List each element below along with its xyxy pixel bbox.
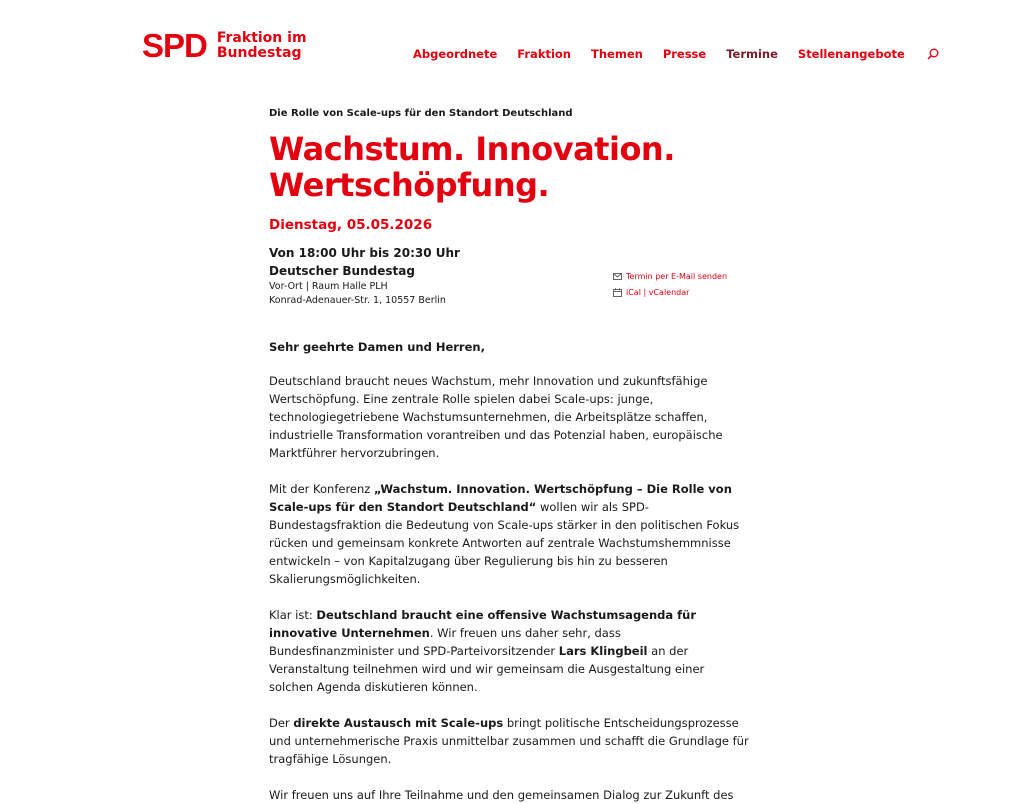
calendar-icon [613, 288, 622, 297]
event-title-line-2: Wertschöpfung. [269, 166, 550, 204]
event-kicker: Die Rolle von Scale-ups für den Standort Deutschland [269, 108, 573, 119]
event-venue: Deutscher Bundestag [269, 264, 415, 278]
p3-bold-name: Lars Klingbeil [558, 644, 648, 658]
p2-text-c: wollen wir als SPD-Bundestagsfraktion die Bedeutung von Scale-ups stärker in den politischen Fokus rücken und gemeinsam konkrete Antworten auf zentrale Wachstumshemmnisse entwickeln – von Kapitalzugang über Regulierung bis hin zu besseren Skalierungsmöglichkeiten. [269, 500, 740, 586]
logo-line-1: Fraktion im [216, 30, 307, 46]
nav-item-fraktion[interactable]: Fraktion [517, 47, 571, 61]
nav-item-themen[interactable]: Themen [591, 47, 643, 61]
p2-conference-name: „Wachstum. Innovation. Wertschöpfung – Die Rolle von Scale-ups für den Standort Deutschland“ [269, 482, 732, 514]
event-details [269, 245, 749, 308]
nav-item-stellenangebote[interactable]: Stellenangebote [797, 47, 905, 61]
nav-item-abgeordnete[interactable]: Abgeordnete [413, 47, 498, 61]
event-title-line-1: Wachstum. Innovation. [269, 130, 675, 168]
email-event-label: Termin per E-Mail senden [626, 272, 728, 281]
calendar-links [613, 272, 733, 304]
main-nav [413, 47, 939, 61]
p3-bold-agenda: Deutschland braucht eine offensive Wachstumsagenda für innovative Unternehmen [269, 608, 697, 640]
p3-text-c: . Wir freuen uns daher sehr, dass Bundesfinanzminister und SPD-Parteivorsitzender [269, 626, 621, 658]
paragraph-2 [269, 480, 749, 588]
event-title [269, 131, 749, 203]
p4-text-c: bringt politische Entscheidungsprozesse und unternehmerische Praxis unmittelbar zusammen und schafft die Grundlage für tragfähige Lösungen. [269, 716, 749, 766]
event-time: Von 18:00 Uhr bis 20:30 Uhr [269, 246, 460, 260]
p3-text-e: an der Veranstaltung teilnehmen wird und wir gemeinsam die Ausgestaltung einer solchen Agenda diskutieren können. [269, 644, 705, 694]
p3-text-a: Klar ist: [269, 608, 317, 622]
logo-mark: SPD [142, 27, 207, 64]
event-date: Dienstag, 05.05.2026 [269, 217, 433, 233]
ical-label: iCal | vCalendar [626, 288, 690, 297]
email-event-link[interactable] [613, 272, 733, 282]
event-content [269, 108, 749, 804]
envelope-icon [613, 272, 622, 281]
p2-text-a: Mit der Konferenz [269, 482, 374, 496]
logo-link[interactable] [142, 27, 307, 64]
logo-line-2: Bundestag [216, 45, 302, 61]
event-room: Vor-Ort | Raum Halle PLH [269, 281, 388, 292]
search-icon [927, 48, 939, 60]
paragraph-1: Deutschland braucht neues Wachstum, mehr Innovation und zukunftsfähige Wertschöpfung. Eine zentrale Rolle spielen dabei Scale-ups: junge, technologiegetriebene Wachstumsunternehmen, die Arbeitsplätze schaffen, industrielle Transformation vorantreiben und das Potenzial haben, europäische Marktführer hervorzubringen. [269, 374, 723, 460]
nav-item-termine[interactable]: Termine [726, 47, 778, 61]
ical-link[interactable] [613, 288, 733, 298]
p4-bold-exchange: direkte Austausch mit Scale-ups [293, 716, 504, 730]
search-button[interactable] [927, 48, 939, 60]
event-address: Konrad-Adenauer-Str. 1, 10557 Berlin [269, 295, 446, 306]
logo-text [217, 31, 307, 61]
paragraph-5: Wir freuen uns auf Ihre Teilnahme und den gemeinsamen Dialog zur Zukunft des [269, 788, 734, 802]
nav-item-presse[interactable]: Presse [662, 47, 707, 61]
salutation: Sehr geehrte Damen und Herren, [269, 340, 485, 354]
p4-text-a: Der [269, 716, 294, 730]
paragraph-4 [269, 714, 749, 768]
paragraph-3 [269, 606, 749, 696]
